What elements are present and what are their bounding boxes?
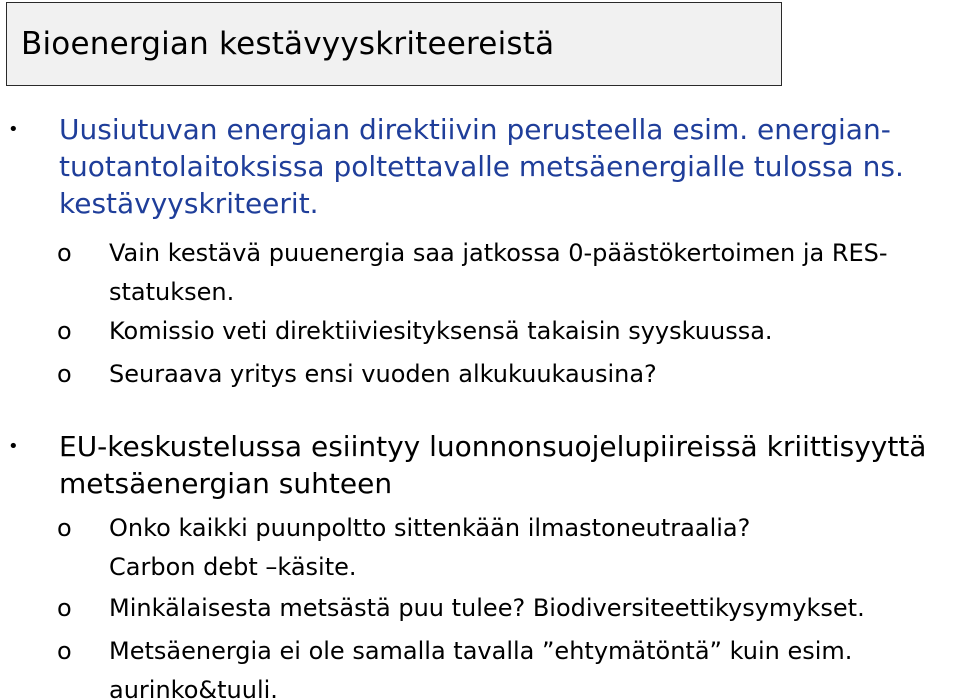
- sub-bullet-circle-icon: o: [57, 594, 72, 622]
- bullet-1-line-3: kestävyyskriteerit.: [59, 187, 319, 220]
- sub-bullet-circle-icon: o: [57, 317, 72, 345]
- bullet-dot-icon: •: [8, 119, 19, 140]
- bullet-2-sub-1-line-1: Onko kaikki puunpoltto sittenkään ilmastoneutraalia?: [109, 514, 751, 542]
- sub-bullet-circle-icon: o: [57, 637, 72, 665]
- bullet-2-sub-1-text: [109, 509, 750, 587]
- sub-bullet-circle-icon: o: [57, 239, 72, 267]
- title-box: [6, 2, 782, 86]
- bullet-2-sub-3-line-1: Metsäenergia ei ole samalla tavalla ”ehtymätöntä” kuin esim.: [109, 637, 853, 665]
- bullet-1-sub-3-text: [109, 355, 657, 394]
- bullet-2-sub-3-text: [109, 632, 852, 700]
- bullet-2-sub-2-line-1: Minkälaisesta metsästä puu tulee? Biodiversiteettikysymykset.: [109, 594, 865, 622]
- bullet-dot-icon: •: [8, 436, 19, 457]
- bullet-2-line-2: metsäenergian suhteen: [59, 467, 393, 500]
- bullet-2-sub-2-text: [109, 589, 865, 628]
- bullet-1-sub-2-line-1: Komissio veti direktiiviesityksensä takaisin syyskuussa.: [109, 317, 773, 345]
- bullet-1-text: [59, 111, 904, 222]
- bullet-1-sub-3-line-1: Seuraava yritys ensi vuoden alkukuukausina?: [109, 360, 657, 388]
- bullet-2-sub-1-line-2: Carbon debt –käsite.: [109, 553, 357, 581]
- bullet-1-sub-1-text: [109, 234, 888, 312]
- sub-bullet-circle-icon: o: [57, 514, 72, 542]
- bullet-2-text: [59, 428, 926, 502]
- bullet-2-sub-3-line-2: aurinko&tuuli.: [109, 676, 278, 700]
- bullet-1-sub-1-line-2: statuksen.: [109, 278, 235, 306]
- sub-bullet-circle-icon: o: [57, 360, 72, 388]
- bullet-1-sub-1-line-1: Vain kestävä puuenergia saa jatkossa 0-päästökertoimen ja RES-: [109, 239, 888, 267]
- bullet-1-sub-2-text: [109, 312, 773, 351]
- bullet-1-line-2: tuotantolaitoksissa poltettavalle metsäenergialle tulossa ns.: [59, 150, 904, 183]
- slide-title: Bioenergian kestävyyskriteereistä: [21, 26, 555, 62]
- bullet-1-line-1: Uusiutuvan energian direktiivin perusteella esim. energian-: [59, 113, 891, 146]
- bullet-2-line-1: EU-keskustelussa esiintyy luonnonsuojelupiireissä kriittisyyttä: [59, 430, 927, 463]
